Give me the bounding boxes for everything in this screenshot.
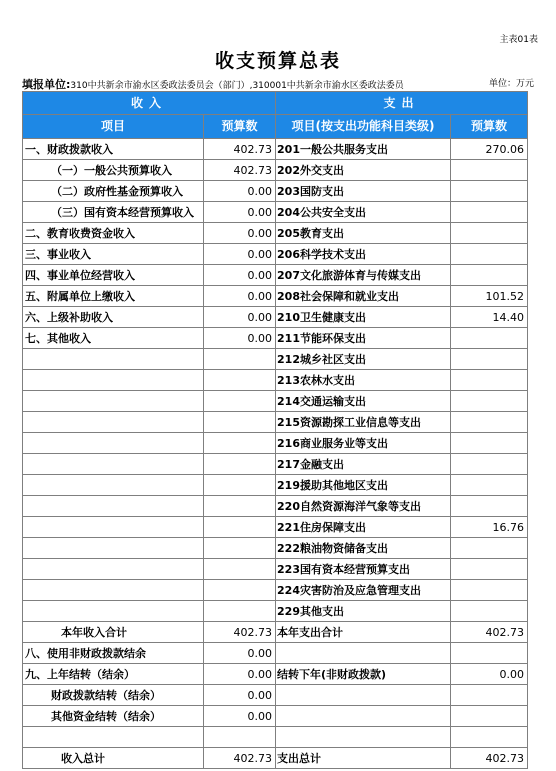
income-item-cell: 收入总计	[23, 748, 204, 769]
expense-budget-cell	[451, 559, 528, 580]
income-item-cell	[23, 433, 204, 454]
income-item-cell	[23, 412, 204, 433]
expense-item-cell: 206科学技术支出	[276, 244, 451, 265]
table-row	[23, 580, 528, 601]
expense-budget-cell	[451, 496, 528, 517]
income-item-cell	[23, 517, 204, 538]
income-budget-header: 预算数	[204, 115, 276, 139]
table-row	[23, 139, 528, 160]
table-row	[23, 244, 528, 265]
table-row	[23, 223, 528, 244]
expense-item-cell: 204公共安全支出	[276, 202, 451, 223]
fill-unit	[22, 76, 404, 92]
expense-item-cell: 223国有资本经营预算支出	[276, 559, 451, 580]
income-budget-cell	[204, 391, 276, 412]
expense-budget-cell	[451, 538, 528, 559]
expense-header: 支出	[276, 92, 528, 115]
expense-budget-cell: 14.40	[451, 307, 528, 328]
fill-unit-value: 310中共新余市渝水区委政法委员会（部门）,310001中共新余市渝水区委政法委员	[70, 81, 404, 91]
expense-budget-cell	[451, 349, 528, 370]
form-number: 主表01表	[499, 35, 538, 45]
expense-item-cell: 213农林水支出	[276, 370, 451, 391]
expense-item-cell	[276, 706, 451, 727]
budget-table	[22, 91, 528, 769]
table-row	[23, 181, 528, 202]
income-item-cell: 三、事业收入	[23, 244, 204, 265]
expense-item-cell: 208社会保障和就业支出	[276, 286, 451, 307]
table-row	[23, 748, 528, 769]
income-item-cell: 二、教育收费资金收入	[23, 223, 204, 244]
expense-item-cell: 205教育支出	[276, 223, 451, 244]
income-item-cell: 其他资金结转（结余）	[23, 706, 204, 727]
table-row	[23, 433, 528, 454]
income-item-cell: 四、事业单位经营收入	[23, 265, 204, 286]
expense-budget-cell: 270.06	[451, 139, 528, 160]
income-budget-cell: 0.00	[204, 643, 276, 664]
income-budget-cell	[204, 538, 276, 559]
expense-budget-cell	[451, 328, 528, 349]
income-budget-cell: 0.00	[204, 202, 276, 223]
income-item-cell: 六、上级补助收入	[23, 307, 204, 328]
expense-budget-cell	[451, 160, 528, 181]
expense-item-cell: 220自然资源海洋气象等支出	[276, 496, 451, 517]
table-row	[23, 328, 528, 349]
table-row	[23, 559, 528, 580]
expense-budget-cell	[451, 391, 528, 412]
table-row	[23, 391, 528, 412]
expense-budget-cell	[451, 706, 528, 727]
expense-budget-cell	[451, 265, 528, 286]
table-body	[23, 139, 528, 769]
table-row	[23, 202, 528, 223]
expense-item-cell	[276, 643, 451, 664]
expense-budget-cell	[451, 727, 528, 748]
income-item-cell: 本年收入合计	[23, 622, 204, 643]
income-budget-cell	[204, 601, 276, 622]
income-item-cell: 八、使用非财政拨款结余	[23, 643, 204, 664]
income-item-cell	[23, 475, 204, 496]
table-row	[23, 727, 528, 748]
expense-budget-cell	[451, 643, 528, 664]
table-row	[23, 412, 528, 433]
table-row	[23, 538, 528, 559]
income-item-cell	[23, 454, 204, 475]
expense-budget-cell: 402.73	[451, 622, 528, 643]
income-budget-cell: 0.00	[204, 223, 276, 244]
income-item-cell	[23, 601, 204, 622]
income-budget-cell: 0.00	[204, 664, 276, 685]
table-row	[23, 643, 528, 664]
expense-item-cell	[276, 685, 451, 706]
income-budget-cell: 0.00	[204, 685, 276, 706]
expense-budget-cell	[451, 223, 528, 244]
expense-item-cell: 202外交支出	[276, 160, 451, 181]
income-item-cell: （二）政府性基金预算收入	[23, 181, 204, 202]
income-budget-cell	[204, 412, 276, 433]
expense-item-cell: 217金融支出	[276, 454, 451, 475]
expense-budget-header: 预算数	[451, 115, 528, 139]
income-budget-cell	[204, 475, 276, 496]
income-item-cell: 七、其他收入	[23, 328, 204, 349]
expense-budget-cell: 101.52	[451, 286, 528, 307]
expense-item-cell: 219援助其他地区支出	[276, 475, 451, 496]
income-budget-cell	[204, 580, 276, 601]
expense-item-cell	[276, 727, 451, 748]
table-row	[23, 454, 528, 475]
income-budget-cell	[204, 370, 276, 391]
fill-unit-label: 填报单位:	[22, 78, 71, 91]
expense-item-cell: 212城乡社区支出	[276, 349, 451, 370]
income-budget-cell: 0.00	[204, 244, 276, 265]
income-item-cell: 财政拨款结转（结余）	[23, 685, 204, 706]
income-item-cell	[23, 727, 204, 748]
expense-item-cell: 221住房保障支出	[276, 517, 451, 538]
table-row	[23, 370, 528, 391]
table-row	[23, 286, 528, 307]
page-title: 收支预算总表	[214, 50, 341, 72]
expense-item-cell: 229其他支出	[276, 601, 451, 622]
unit-label: 单位：万元	[488, 79, 534, 89]
income-budget-cell	[204, 496, 276, 517]
expense-budget-cell	[451, 580, 528, 601]
expense-budget-cell: 0.00	[451, 664, 528, 685]
expense-item-cell: 207文化旅游体育与传媒支出	[276, 265, 451, 286]
expense-item-cell: 215资源勘探工业信息等支出	[276, 412, 451, 433]
expense-budget-cell	[451, 601, 528, 622]
income-budget-cell	[204, 559, 276, 580]
expense-budget-cell	[451, 181, 528, 202]
income-budget-cell	[204, 727, 276, 748]
income-item-cell	[23, 370, 204, 391]
table-row	[23, 622, 528, 643]
income-budget-cell	[204, 517, 276, 538]
income-item-cell	[23, 391, 204, 412]
income-budget-cell: 402.73	[204, 748, 276, 769]
table-row	[23, 307, 528, 328]
income-budget-cell: 0.00	[204, 265, 276, 286]
income-budget-cell: 402.73	[204, 160, 276, 181]
income-item-cell: 五、附属单位上缴收入	[23, 286, 204, 307]
table-row	[23, 496, 528, 517]
income-budget-cell: 0.00	[204, 328, 276, 349]
income-item-cell: （三）国有资本经营预算收入	[23, 202, 204, 223]
income-item-cell	[23, 538, 204, 559]
expense-budget-cell: 402.73	[451, 748, 528, 769]
income-budget-cell	[204, 454, 276, 475]
expense-item-cell: 支出总计	[276, 748, 451, 769]
table-row	[23, 685, 528, 706]
expense-item-cell: 本年支出合计	[276, 622, 451, 643]
income-budget-cell: 0.00	[204, 307, 276, 328]
table-row	[23, 601, 528, 622]
income-budget-cell	[204, 433, 276, 454]
income-item-cell: 一、财政拨款收入	[23, 139, 204, 160]
table-row	[23, 706, 528, 727]
expense-item-cell: 211节能环保支出	[276, 328, 451, 349]
expense-item-cell: 210卫生健康支出	[276, 307, 451, 328]
income-header: 收入	[23, 92, 276, 115]
income-budget-cell: 0.00	[204, 181, 276, 202]
expense-budget-cell	[451, 433, 528, 454]
income-item-cell	[23, 349, 204, 370]
expense-budget-cell	[451, 685, 528, 706]
expense-item-cell: 214交通运输支出	[276, 391, 451, 412]
income-budget-cell: 402.73	[204, 622, 276, 643]
income-budget-cell: 0.00	[204, 286, 276, 307]
expense-budget-cell	[451, 454, 528, 475]
expense-item-cell: 216商业服务业等支出	[276, 433, 451, 454]
income-budget-cell: 0.00	[204, 706, 276, 727]
expense-budget-cell: 16.76	[451, 517, 528, 538]
expense-item-cell: 201一般公共服务支出	[276, 139, 451, 160]
income-item-header: 项目	[23, 115, 204, 139]
expense-item-cell: 222粮油物资储备支出	[276, 538, 451, 559]
expense-budget-cell	[451, 412, 528, 433]
expense-item-cell: 结转下年(非财政拨款)	[276, 664, 451, 685]
table-row	[23, 349, 528, 370]
expense-item-cell: 224灾害防治及应急管理支出	[276, 580, 451, 601]
income-item-cell: 九、上年结转（结余）	[23, 664, 204, 685]
table-row	[23, 160, 528, 181]
expense-budget-cell	[451, 244, 528, 265]
income-item-cell	[23, 580, 204, 601]
expense-item-header: 项目(按支出功能科目类级)	[276, 115, 451, 139]
expense-item-cell: 203国防支出	[276, 181, 451, 202]
expense-budget-cell	[451, 370, 528, 391]
income-budget-cell: 402.73	[204, 139, 276, 160]
income-item-cell	[23, 559, 204, 580]
expense-budget-cell	[451, 475, 528, 496]
expense-budget-cell	[451, 202, 528, 223]
income-budget-cell	[204, 349, 276, 370]
table-row	[23, 265, 528, 286]
table-row	[23, 664, 528, 685]
table-row	[23, 517, 528, 538]
table-row	[23, 475, 528, 496]
income-item-cell	[23, 496, 204, 517]
income-item-cell: （一）一般公共预算收入	[23, 160, 204, 181]
